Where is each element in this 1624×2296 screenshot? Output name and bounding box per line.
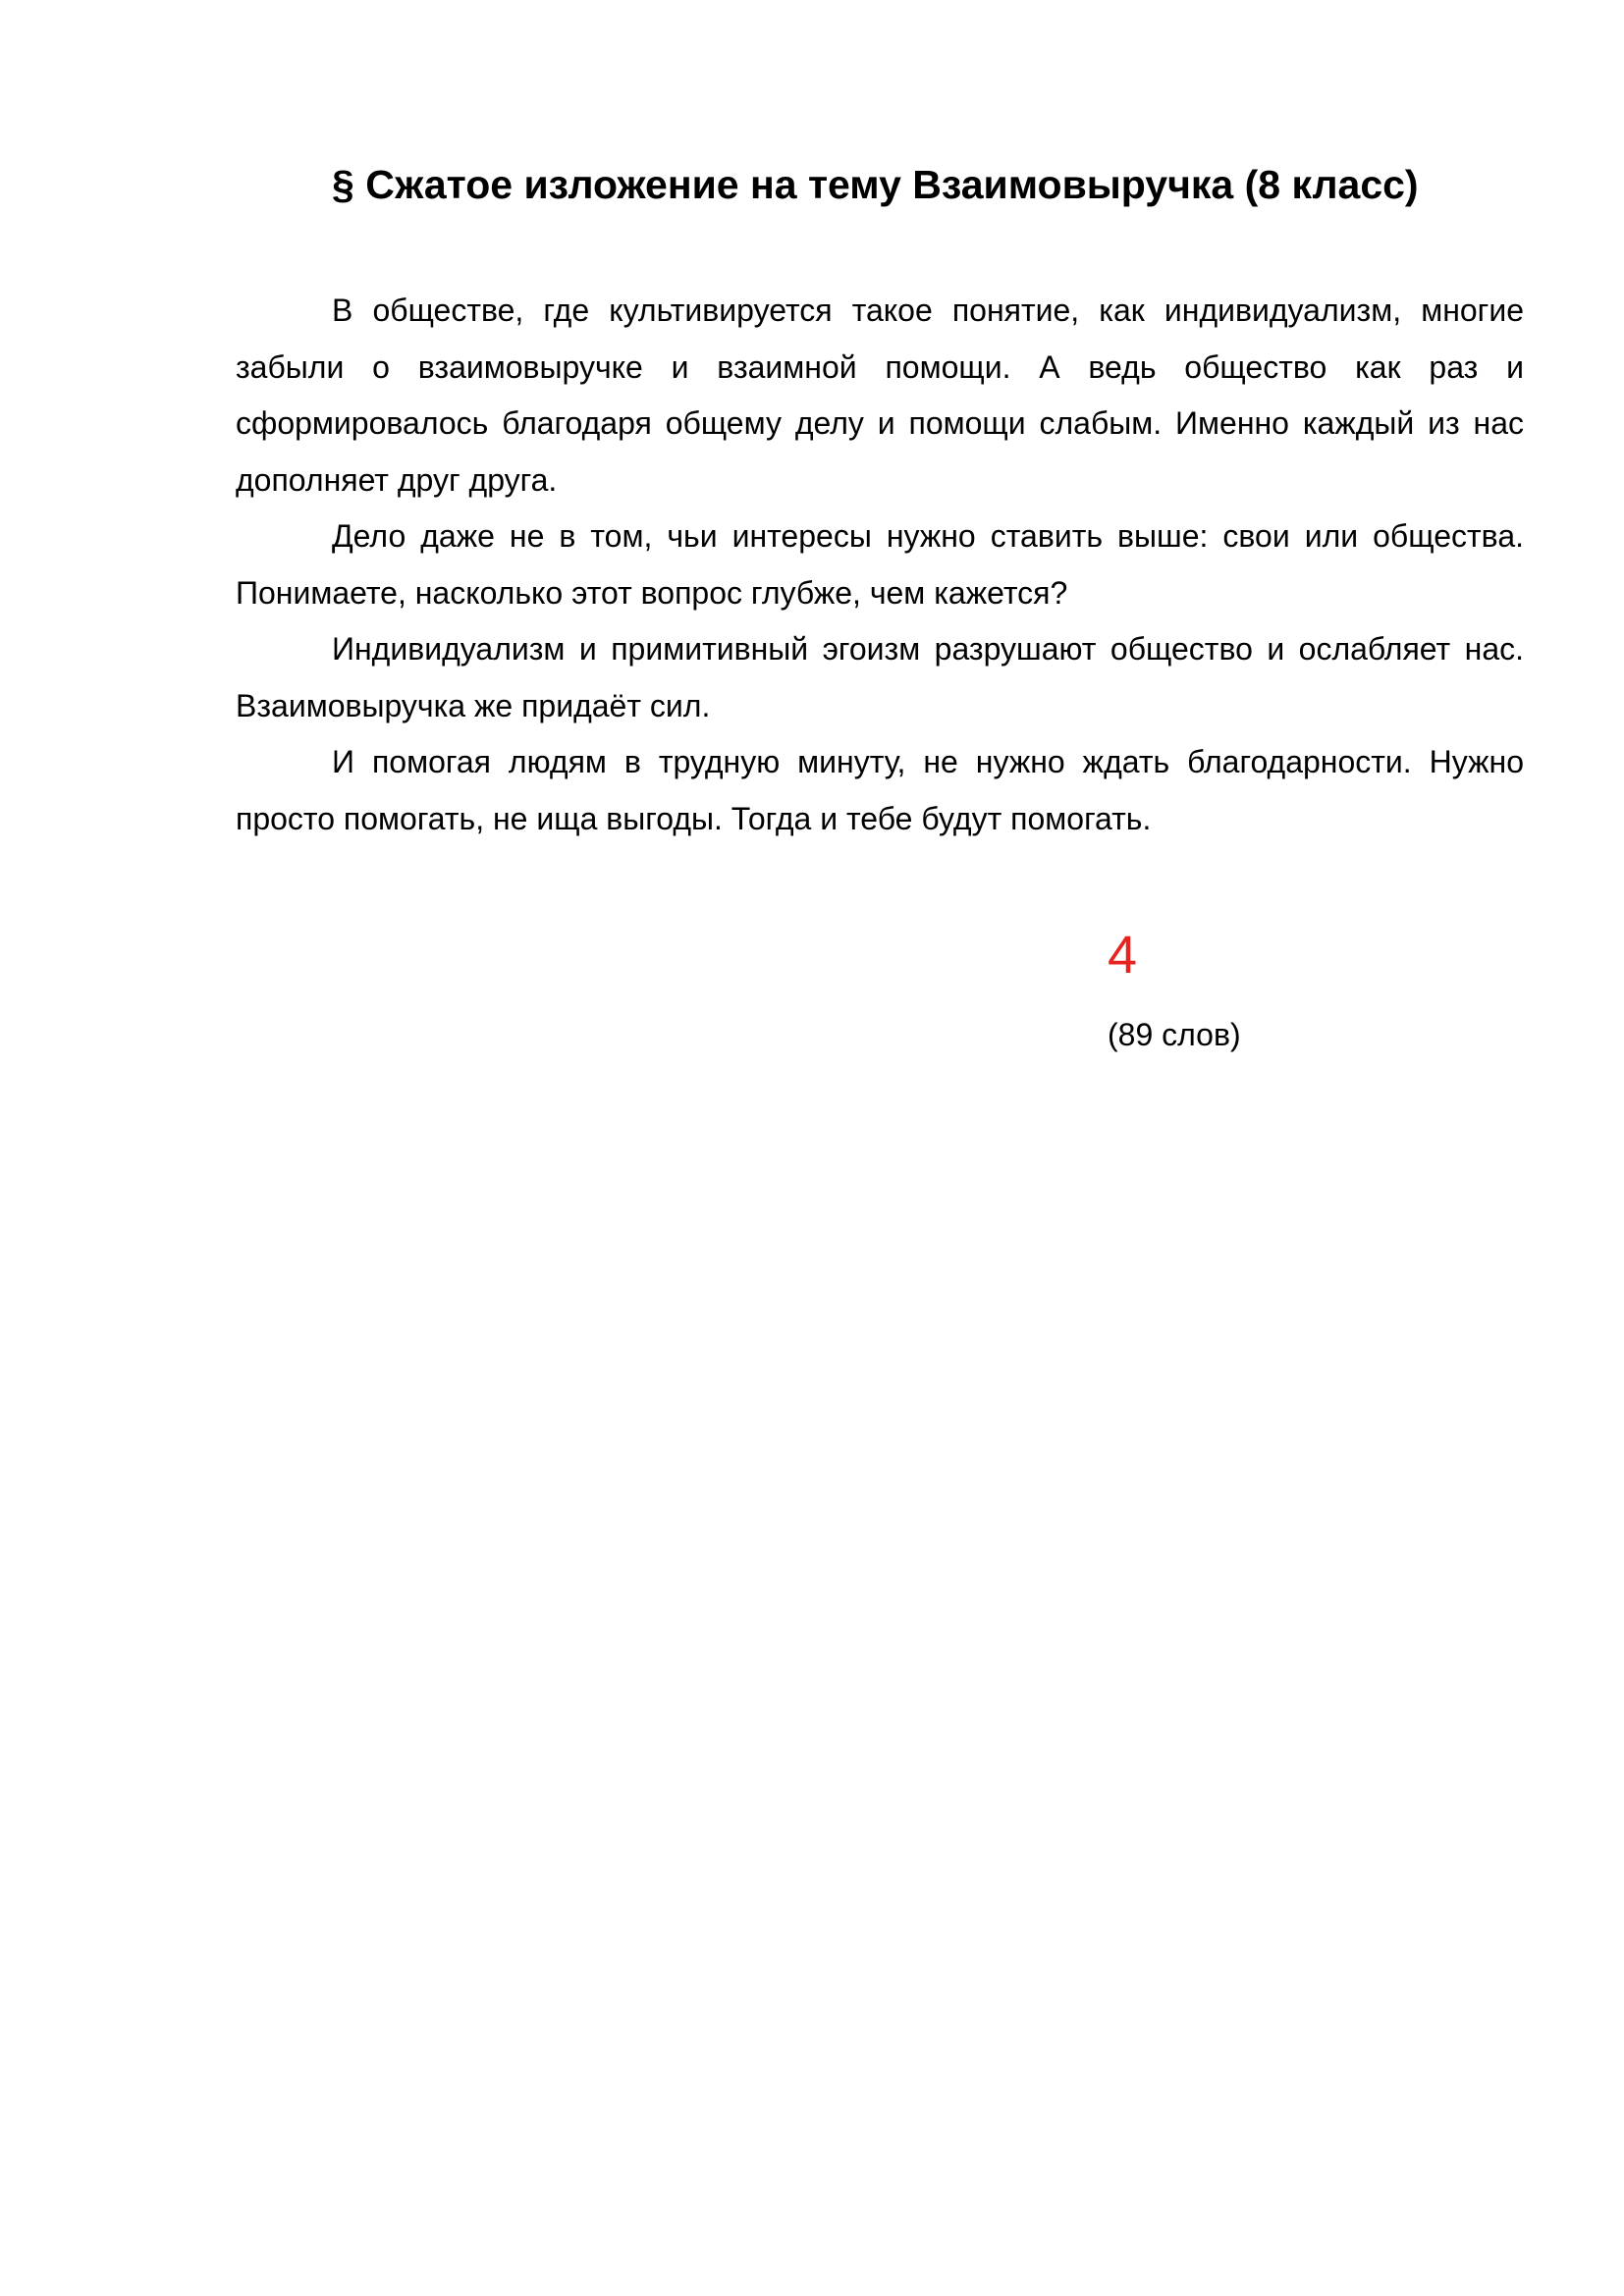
word-count: (89 слов) (1108, 1017, 1241, 1052)
paragraph-4: И помогая людям в трудную минуту, не нужно ждать благодарности. Нужно просто помогать, не ища выгоды. Тогда и тебе будут помогать. (236, 744, 1524, 836)
document-title: § Сжатое изложение на тему Взаимовыручка (8 класс) (332, 162, 1419, 207)
document-body (236, 283, 1524, 847)
grade-mark: 4 (1108, 926, 1138, 985)
paragraph-3: Индивидуализм и примитивный эгоизм разрушают общество и ослабляет нас. Взаимовыручка же придаёт сил. (236, 631, 1524, 723)
paragraph-2: Дело даже не в том, чьи интересы нужно ставить выше: свои или общества. Понимаете, насколько этот вопрос глубже, чем кажется? (236, 518, 1524, 611)
paragraph-1: В обществе, где культивируется такое понятие, как индивидуализм, многие забыли о взаимовыручке и взаимной помощи. А ведь общество как раз и сформировалось благодаря общему делу и помощи слабым. Именно каждый из нас дополняет друг друга. (236, 293, 1524, 498)
